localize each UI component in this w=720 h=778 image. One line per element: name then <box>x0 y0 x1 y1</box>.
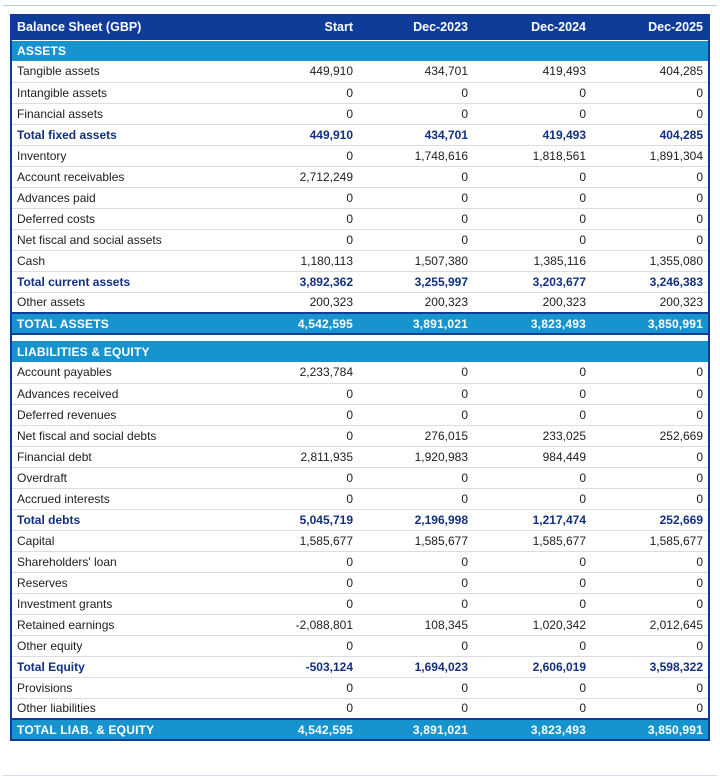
cell-dec-2023: 1,585,677 <box>358 530 473 551</box>
cell-dec-2024: 0 <box>473 404 591 425</box>
row-label: Total debts <box>11 509 243 530</box>
cell-dec-2024: 0 <box>473 362 591 383</box>
total-band-row <box>11 313 709 334</box>
cell-dec-2024: 2,606,019 <box>473 656 591 677</box>
row-label: Inventory <box>11 145 243 166</box>
cell-dec-2025: 0 <box>591 166 709 187</box>
cell-dec-2024: 0 <box>473 103 591 124</box>
cell-start: 200,323 <box>243 292 358 313</box>
table-row <box>11 614 709 635</box>
row-label: Intangible assets <box>11 82 243 103</box>
cell-dec-2024: 0 <box>473 551 591 572</box>
cell-dec-2023: 0 <box>358 82 473 103</box>
cell-dec-2023: 0 <box>358 593 473 614</box>
row-label: Net fiscal and social assets <box>11 229 243 250</box>
cell-dec-2025: 0 <box>591 551 709 572</box>
row-label: Deferred costs <box>11 208 243 229</box>
cell-start: 0 <box>243 677 358 698</box>
cell-dec-2023: 434,701 <box>358 124 473 145</box>
cell-dec-2025: 404,285 <box>591 124 709 145</box>
cell-start: 0 <box>243 229 358 250</box>
row-label: Investment grants <box>11 593 243 614</box>
table-row <box>11 166 709 187</box>
cell-dec-2025: 0 <box>591 467 709 488</box>
row-label: TOTAL LIAB. & EQUITY <box>11 719 243 740</box>
row-label: Shareholders' loan <box>11 551 243 572</box>
cell-start: 5,045,719 <box>243 509 358 530</box>
row-label: Total Equity <box>11 656 243 677</box>
cell-dec-2023: 0 <box>358 698 473 719</box>
cell-start: 2,233,784 <box>243 362 358 383</box>
cell-dec-2025: 0 <box>591 103 709 124</box>
cell-start <box>243 40 358 61</box>
cell-start: 0 <box>243 187 358 208</box>
cell-start: 0 <box>243 425 358 446</box>
row-label: Total current assets <box>11 271 243 292</box>
cell-dec-2023: 1,507,380 <box>358 250 473 271</box>
cell-start: 0 <box>243 145 358 166</box>
table-row <box>11 208 709 229</box>
cell-dec-2025: 3,246,383 <box>591 271 709 292</box>
cell-dec-2024: 0 <box>473 82 591 103</box>
cell-start: 0 <box>243 467 358 488</box>
cell-dec-2023: 1,748,616 <box>358 145 473 166</box>
table-row <box>11 292 709 313</box>
cell-dec-2023: 200,323 <box>358 292 473 313</box>
cell-start: 449,910 <box>243 61 358 82</box>
cell-dec-2025: 200,323 <box>591 292 709 313</box>
cell-dec-2023: 0 <box>358 488 473 509</box>
row-label: Accrued interests <box>11 488 243 509</box>
cell-dec-2023: 0 <box>358 572 473 593</box>
cell-start: 0 <box>243 82 358 103</box>
cell-start: 0 <box>243 698 358 719</box>
cell-dec-2025: 0 <box>591 593 709 614</box>
cell-dec-2025: 3,850,991 <box>591 719 709 740</box>
cell-dec-2024: 419,493 <box>473 61 591 82</box>
cell-start <box>243 341 358 362</box>
cell-start: 2,811,935 <box>243 446 358 467</box>
cell-dec-2025: 252,669 <box>591 425 709 446</box>
table-row <box>11 593 709 614</box>
cell-start: 0 <box>243 551 358 572</box>
row-label: Other assets <box>11 292 243 313</box>
cell-dec-2024: 0 <box>473 488 591 509</box>
cell-dec-2023 <box>358 40 473 61</box>
cell-dec-2025: 0 <box>591 82 709 103</box>
table-row <box>11 229 709 250</box>
cell-start: 3,892,362 <box>243 271 358 292</box>
row-label: Tangible assets <box>11 61 243 82</box>
table-row <box>11 103 709 124</box>
cell-dec-2023: 3,891,021 <box>358 313 473 334</box>
bottom-divider <box>3 775 717 776</box>
cell-dec-2024: 0 <box>473 593 591 614</box>
row-label: Net fiscal and social debts <box>11 425 243 446</box>
row-label: Total fixed assets <box>11 124 243 145</box>
table-row <box>11 362 709 383</box>
subtotal-row <box>11 271 709 292</box>
cell-dec-2025: 0 <box>591 698 709 719</box>
table-row <box>11 467 709 488</box>
total-band-row <box>11 719 709 740</box>
cell-dec-2024: 984,449 <box>473 446 591 467</box>
table-row <box>11 446 709 467</box>
cell-dec-2023: 0 <box>358 383 473 404</box>
cell-dec-2025: 0 <box>591 677 709 698</box>
column-header-dec-2025: Dec-2025 <box>591 14 709 40</box>
cell-dec-2023: 0 <box>358 362 473 383</box>
cell-dec-2024: 3,823,493 <box>473 719 591 740</box>
cell-dec-2023: 0 <box>358 677 473 698</box>
cell-dec-2024: 0 <box>473 187 591 208</box>
top-divider <box>3 5 717 6</box>
cell-start: 1,585,677 <box>243 530 358 551</box>
cell-dec-2024: 1,020,342 <box>473 614 591 635</box>
cell-dec-2023: 1,694,023 <box>358 656 473 677</box>
cell-dec-2024: 3,203,677 <box>473 271 591 292</box>
column-header-dec-2023: Dec-2023 <box>358 14 473 40</box>
table-title: Balance Sheet (GBP) <box>11 14 243 40</box>
row-label: Cash <box>11 250 243 271</box>
column-header-dec-2024: Dec-2024 <box>473 14 591 40</box>
cell-dec-2025 <box>591 40 709 61</box>
row-label: Capital <box>11 530 243 551</box>
cell-dec-2025: 1,585,677 <box>591 530 709 551</box>
cell-start: 0 <box>243 383 358 404</box>
cell-dec-2023: 0 <box>358 467 473 488</box>
table-row <box>11 530 709 551</box>
table-row <box>11 572 709 593</box>
cell-start: -503,124 <box>243 656 358 677</box>
cell-dec-2024: 0 <box>473 572 591 593</box>
row-label: Account payables <box>11 362 243 383</box>
cell-dec-2025: 3,598,322 <box>591 656 709 677</box>
cell-dec-2023: 1,920,983 <box>358 446 473 467</box>
cell-dec-2024: 1,818,561 <box>473 145 591 166</box>
table-row <box>11 82 709 103</box>
row-label: Advances received <box>11 383 243 404</box>
balance-sheet-table <box>10 14 710 741</box>
row-label: Other liabilities <box>11 698 243 719</box>
cell-dec-2024: 233,025 <box>473 425 591 446</box>
cell-start: 4,542,595 <box>243 719 358 740</box>
section-gap-row <box>11 334 709 341</box>
subtotal-row <box>11 509 709 530</box>
cell-dec-2024: 0 <box>473 229 591 250</box>
cell-start: 0 <box>243 103 358 124</box>
cell-dec-2024: 0 <box>473 677 591 698</box>
subtotal-row <box>11 656 709 677</box>
row-label: Reserves <box>11 572 243 593</box>
cell-dec-2025: 0 <box>591 208 709 229</box>
cell-dec-2023: 2,196,998 <box>358 509 473 530</box>
cell-dec-2024: 0 <box>473 208 591 229</box>
cell-start: 2,712,249 <box>243 166 358 187</box>
table-row <box>11 187 709 208</box>
cell-dec-2023: 0 <box>358 103 473 124</box>
cell-start: -2,088,801 <box>243 614 358 635</box>
section-header-row <box>11 40 709 61</box>
cell-start: 0 <box>243 593 358 614</box>
cell-dec-2025: 0 <box>591 404 709 425</box>
cell-start: 1,180,113 <box>243 250 358 271</box>
cell-dec-2024: 0 <box>473 635 591 656</box>
cell-start: 0 <box>243 635 358 656</box>
gap-cell <box>11 334 709 341</box>
cell-dec-2024: 3,823,493 <box>473 313 591 334</box>
cell-dec-2024: 1,585,677 <box>473 530 591 551</box>
cell-dec-2025: 0 <box>591 383 709 404</box>
cell-dec-2025: 2,012,645 <box>591 614 709 635</box>
cell-dec-2023: 276,015 <box>358 425 473 446</box>
table-row <box>11 635 709 656</box>
cell-dec-2023: 3,255,997 <box>358 271 473 292</box>
cell-dec-2024: 1,385,116 <box>473 250 591 271</box>
table-row <box>11 404 709 425</box>
table-row <box>11 250 709 271</box>
cell-dec-2025: 404,285 <box>591 61 709 82</box>
cell-dec-2023: 0 <box>358 404 473 425</box>
row-label: Provisions <box>11 677 243 698</box>
row-label: Overdraft <box>11 467 243 488</box>
cell-dec-2024: 0 <box>473 166 591 187</box>
cell-dec-2025: 0 <box>591 187 709 208</box>
row-label: TOTAL ASSETS <box>11 313 243 334</box>
cell-dec-2025: 0 <box>591 229 709 250</box>
cell-dec-2024: 0 <box>473 467 591 488</box>
cell-start: 0 <box>243 572 358 593</box>
cell-start: 0 <box>243 404 358 425</box>
row-label: Financial assets <box>11 103 243 124</box>
table-row <box>11 383 709 404</box>
cell-start: 0 <box>243 208 358 229</box>
table-row <box>11 61 709 82</box>
section-header-row <box>11 341 709 362</box>
row-label: Retained earnings <box>11 614 243 635</box>
cell-dec-2025: 0 <box>591 635 709 656</box>
cell-dec-2025: 1,355,080 <box>591 250 709 271</box>
table-row <box>11 677 709 698</box>
column-header-start: Start <box>243 14 358 40</box>
table-row <box>11 551 709 572</box>
row-label: Advances paid <box>11 187 243 208</box>
table-row <box>11 145 709 166</box>
cell-dec-2023: 0 <box>358 229 473 250</box>
cell-dec-2023: 108,345 <box>358 614 473 635</box>
row-label: ASSETS <box>11 40 243 61</box>
subtotal-row <box>11 124 709 145</box>
cell-dec-2025: 3,850,991 <box>591 313 709 334</box>
cell-start: 0 <box>243 488 358 509</box>
cell-start: 449,910 <box>243 124 358 145</box>
cell-dec-2025: 0 <box>591 488 709 509</box>
cell-dec-2024: 200,323 <box>473 292 591 313</box>
cell-dec-2025 <box>591 341 709 362</box>
cell-dec-2025: 0 <box>591 446 709 467</box>
row-label: Account receivables <box>11 166 243 187</box>
cell-dec-2023 <box>358 341 473 362</box>
cell-dec-2025: 0 <box>591 362 709 383</box>
cell-dec-2023: 0 <box>358 208 473 229</box>
table-header-row <box>11 14 709 40</box>
cell-dec-2023: 0 <box>358 166 473 187</box>
table-row <box>11 698 709 719</box>
row-label: Other equity <box>11 635 243 656</box>
cell-dec-2024 <box>473 40 591 61</box>
cell-dec-2024 <box>473 341 591 362</box>
cell-start: 4,542,595 <box>243 313 358 334</box>
row-label: Deferred revenues <box>11 404 243 425</box>
table-row <box>11 488 709 509</box>
cell-dec-2025: 252,669 <box>591 509 709 530</box>
cell-dec-2023: 434,701 <box>358 61 473 82</box>
cell-dec-2025: 1,891,304 <box>591 145 709 166</box>
cell-dec-2024: 419,493 <box>473 124 591 145</box>
cell-dec-2023: 3,891,021 <box>358 719 473 740</box>
cell-dec-2025: 0 <box>591 572 709 593</box>
table-row <box>11 425 709 446</box>
cell-dec-2024: 1,217,474 <box>473 509 591 530</box>
cell-dec-2023: 0 <box>358 187 473 208</box>
row-label: Financial debt <box>11 446 243 467</box>
cell-dec-2023: 0 <box>358 551 473 572</box>
cell-dec-2024: 0 <box>473 383 591 404</box>
cell-dec-2024: 0 <box>473 698 591 719</box>
cell-dec-2023: 0 <box>358 635 473 656</box>
row-label: LIABILITIES & EQUITY <box>11 341 243 362</box>
